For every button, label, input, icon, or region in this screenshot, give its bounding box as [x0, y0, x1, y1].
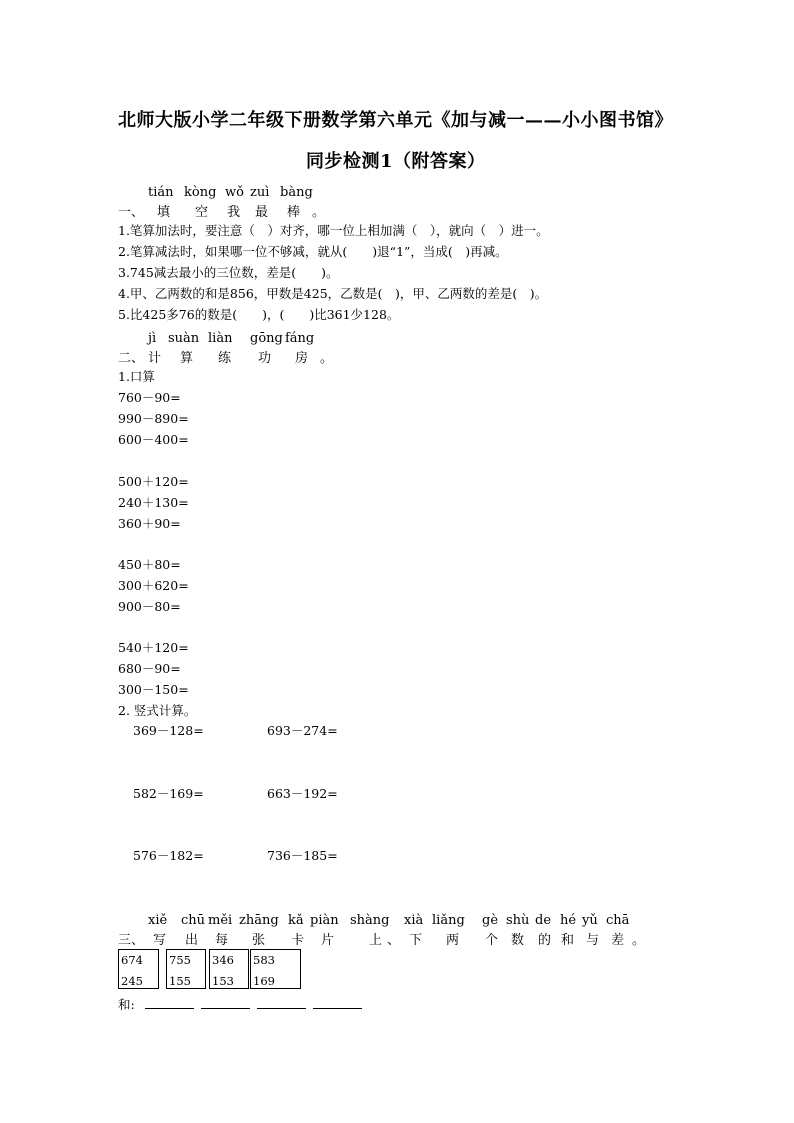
- card-top-number: 755: [169, 953, 191, 967]
- heading-char: 个: [485, 933, 499, 948]
- heading-char: 写: [153, 933, 167, 948]
- card-bottom-number: 153: [212, 974, 234, 988]
- heading-char: 棒: [287, 205, 301, 220]
- pinyin: suàn: [168, 331, 200, 346]
- oral-problem: 990－890=: [118, 411, 189, 426]
- section-number: 二、: [118, 351, 145, 366]
- section-number: 三、: [118, 933, 145, 948]
- pinyin: gōng: [250, 331, 283, 346]
- heading-char: 练: [218, 351, 232, 366]
- fill-item: 1.笔算加法时，要注意（ ）对齐，哪一位上相加满（ ），就向（ ）进一。: [118, 223, 549, 238]
- pinyin: xiě: [148, 913, 168, 928]
- pinyin: bàng: [280, 185, 313, 200]
- heading-char: 与: [586, 933, 600, 948]
- number-card: [118, 949, 159, 989]
- vertical-problem: 369－128=: [133, 723, 204, 738]
- card-bottom-number: 155: [169, 974, 191, 988]
- oral-problem: 760－90=: [118, 390, 181, 405]
- oral-problem: 300＋620=: [118, 578, 189, 593]
- subheading-vertical: 2. 竖式计算。: [118, 703, 197, 718]
- heading-char: 的: [538, 933, 552, 948]
- pinyin: gè: [482, 913, 499, 928]
- fill-item: 3.745减去最小的三位数，差是( )。: [118, 265, 339, 280]
- vertical-problem: 576－182=: [133, 848, 204, 863]
- oral-problem: 300－150=: [118, 682, 189, 697]
- pinyin: zhāng: [239, 913, 279, 928]
- subheading-oral: 1.口算: [118, 369, 155, 384]
- oral-problem: 600－400=: [118, 432, 189, 447]
- card-bottom-number: 169: [253, 974, 275, 988]
- pinyin: yǔ: [582, 913, 598, 928]
- heading-char: 空: [195, 205, 209, 220]
- vertical-problem: 693－274=: [267, 723, 338, 738]
- heading-char: 两: [446, 933, 460, 948]
- number-card: [250, 949, 301, 989]
- heading-char: 差: [611, 933, 625, 948]
- pinyin: chū: [181, 913, 206, 928]
- pinyin: jì: [148, 331, 157, 346]
- heading-char: 填: [157, 205, 171, 220]
- heading-char: 最: [255, 205, 269, 220]
- pinyin: de: [535, 913, 552, 928]
- heading-char: 下: [409, 933, 423, 948]
- pinyin: chā: [606, 913, 630, 928]
- oral-problem: 680－90=: [118, 661, 181, 676]
- card-top-number: 346: [212, 953, 234, 967]
- heading-char: 张: [252, 933, 266, 948]
- heading-char: 片: [321, 933, 335, 948]
- heading-char: 房: [295, 351, 309, 366]
- pinyin: piàn: [310, 913, 339, 928]
- heading-char: 每: [215, 933, 229, 948]
- page-title: 北师大版小学二年级下册数学第六单元《加与减一——小小图书馆》: [118, 110, 673, 131]
- pinyin: měi: [208, 913, 233, 928]
- heading-char: 算: [180, 351, 194, 366]
- heading-char: 、: [387, 933, 401, 948]
- number-card: [209, 949, 249, 989]
- pinyin: liǎng: [432, 913, 465, 928]
- card-bottom-number: 245: [121, 974, 143, 988]
- heading-char: 。: [632, 933, 646, 948]
- sum-row: [118, 997, 369, 1012]
- heading-char: 计: [148, 351, 162, 366]
- heading-char: 上: [369, 933, 383, 948]
- vertical-problem: 736－185=: [267, 848, 338, 863]
- heading-char: 数: [511, 933, 525, 948]
- card-top-number: 674: [121, 953, 143, 967]
- oral-problem: 450＋80=: [118, 557, 181, 572]
- card-top-number: 583: [253, 953, 275, 967]
- pinyin: kǎ: [288, 913, 304, 928]
- oral-problem: 500＋120=: [118, 474, 189, 489]
- pinyin: hé: [560, 913, 577, 928]
- answer-blank[interactable]: [313, 997, 362, 1009]
- pinyin: shàng: [350, 913, 390, 928]
- answer-blank[interactable]: [201, 997, 250, 1009]
- oral-problem: 900－80=: [118, 599, 181, 614]
- fill-item: 2.笔算减法时，如果哪一位不够减，就从( )退“1”，当成( )再减。: [118, 244, 508, 259]
- pinyin: kòng: [184, 185, 217, 200]
- heading-char: 出: [185, 933, 199, 948]
- pinyin: xià: [404, 913, 424, 928]
- vertical-problem: 663－192=: [267, 786, 338, 801]
- fill-item: 5.比425多76的数是( )，( )比361少128。: [118, 307, 400, 322]
- oral-problem: 540＋120=: [118, 640, 189, 655]
- pinyin: wǒ: [225, 185, 244, 200]
- heading-char: 和: [561, 933, 575, 948]
- fill-item: 4.甲、乙两数的和是856，甲数是425，乙数是( )，甲、乙两数的差是( )。: [118, 286, 548, 301]
- oral-problem: 360＋90=: [118, 516, 181, 531]
- pinyin: fáng: [285, 331, 315, 346]
- pinyin: liàn: [208, 331, 233, 346]
- section-number: 一、: [118, 205, 145, 220]
- pinyin: zuì: [250, 185, 270, 200]
- heading-char: 。: [320, 351, 334, 366]
- number-card: [166, 949, 206, 989]
- heading-char: 卡: [291, 933, 305, 948]
- heading-char: 功: [258, 351, 272, 366]
- answer-blank[interactable]: [257, 997, 306, 1009]
- vertical-problem: 582－169=: [133, 786, 204, 801]
- oral-problem: 240＋130=: [118, 495, 189, 510]
- heading-char: 我: [227, 205, 241, 220]
- heading-char: 。: [312, 205, 326, 220]
- sum-label: 和:: [118, 997, 135, 1012]
- pinyin: tián: [148, 185, 174, 200]
- pinyin: shù: [506, 913, 530, 928]
- answer-blank[interactable]: [145, 997, 194, 1009]
- page-subtitle: 同步检测1（附答案）: [306, 151, 486, 172]
